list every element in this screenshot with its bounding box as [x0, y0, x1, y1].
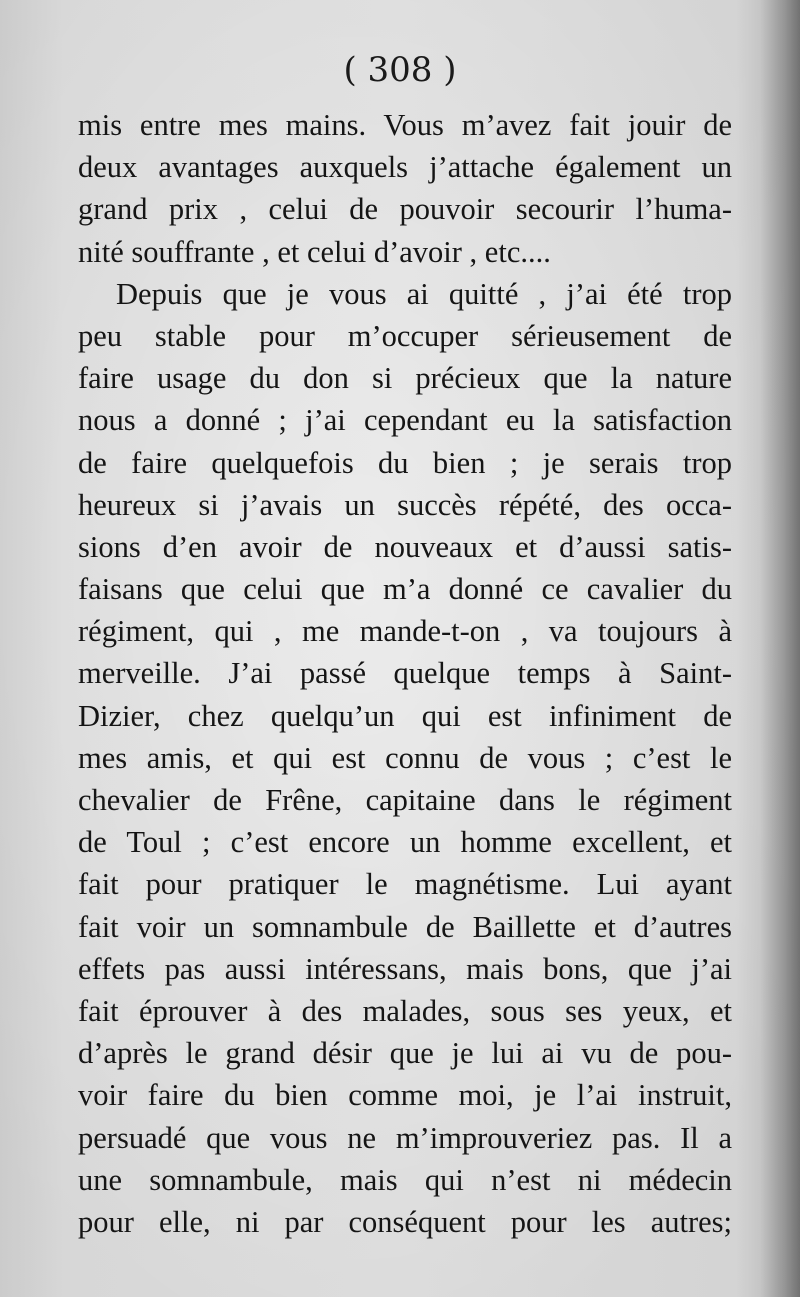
page-gutter-shadow [760, 0, 800, 1297]
text-line: d’après le grand désir que je lui ai vu de pou- [78, 1036, 732, 1071]
text-line: persuadé que vous ne m’improuveriez pas. Il a [78, 1120, 732, 1155]
text-line: de Toul ; c’est encore un homme excellent, et [78, 825, 732, 860]
text-line: heureux si j’avais un succès répété, des occa- [78, 487, 732, 522]
text-line: fait éprouver à des malades, sous ses yeux, et [78, 993, 732, 1028]
text-line: voir faire du bien comme moi, je l’ai instruit, [78, 1078, 732, 1113]
body-text [78, 104, 732, 1243]
text-line: faire usage du don si précieux que la nature [78, 361, 732, 396]
text-line: régiment, qui , me mande-t-on , va toujours à [78, 614, 732, 649]
paragraph-start-line: Depuis que je vous ai quitté , j’ai été trop [116, 276, 732, 311]
page-number: ( 308 ) [343, 50, 457, 90]
text-line: chevalier de Frêne, capitaine dans le régiment [78, 783, 732, 817]
text-line: sions d’en avoir de nouveaux et d’aussi satis- [78, 529, 732, 564]
text-line: peu stable pour m’occuper sérieusement de [78, 318, 732, 353]
text-line: deux avantages auxquels j’attache également un [78, 150, 732, 185]
text-line: grand prix , celui de pouvoir secourir l’huma- [78, 192, 732, 227]
text-line: faisans que celui que m’a donné ce cavalier du [78, 572, 732, 607]
text-line: fait voir un somnambule de Baillette et d’autres [78, 909, 732, 944]
text-line: mis entre mes mains. Vous m’avez fait jouir de [78, 108, 732, 142]
text-line: Dizier, chez quelqu’un qui est infiniment de [78, 698, 732, 733]
text-line: effets pas aussi intéressans, mais bons, que j’ai [78, 951, 732, 986]
text-line: une somnambule, mais qui n’est ni médecin [78, 1162, 732, 1197]
text-line: pour elle, ni par conséquent pour les autres; [78, 1204, 732, 1239]
text-line: mes amis, et qui est connu de vous ; c’est le [78, 740, 732, 775]
text-line: nous a donné ; j’ai cependant eu la satisfaction [78, 403, 732, 438]
text-line: nité souffrante , et celui d’avoir , etc.... [78, 234, 551, 269]
text-line: de faire quelquefois du bien ; je serais trop [78, 445, 732, 480]
text-line: merveille. J’ai passé quelque temps à Saint- [78, 656, 732, 691]
text-line: fait pour pratiquer le magnétisme. Lui ayant [78, 867, 732, 902]
